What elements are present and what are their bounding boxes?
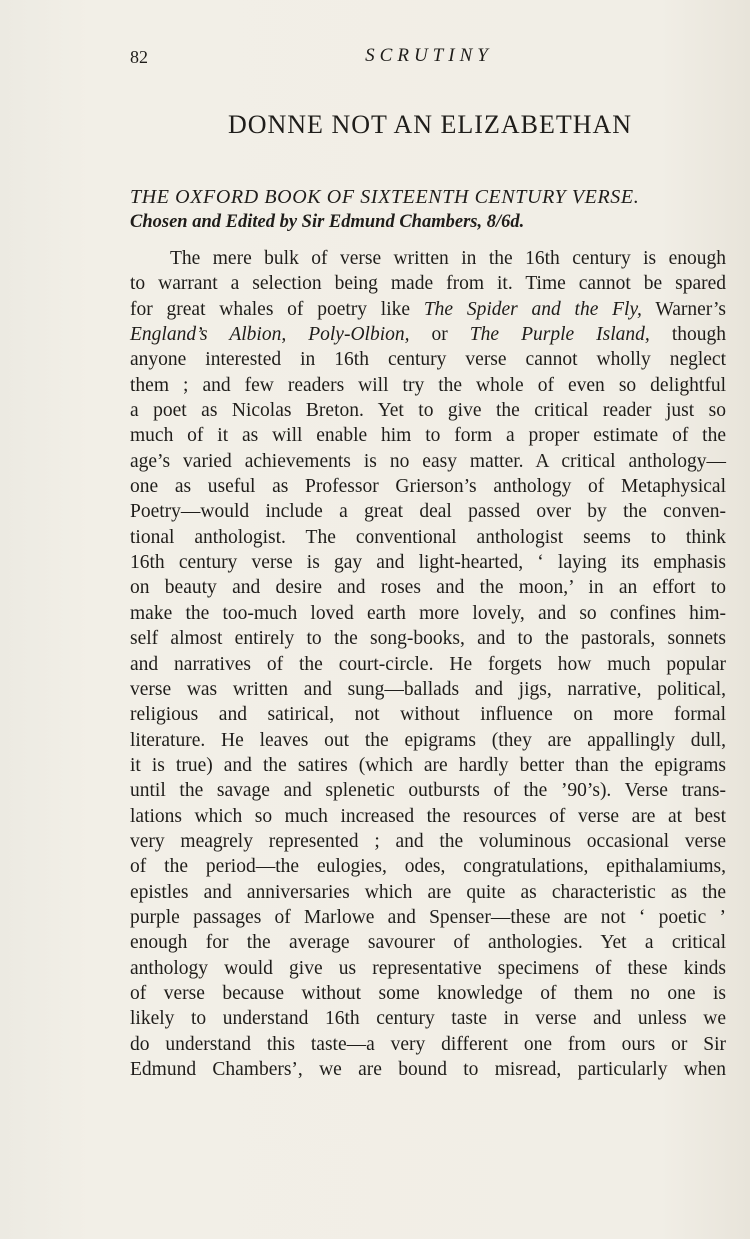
body-line: one as useful as Professor Grierson’s anthology of Metaphysical [130,476,726,498]
page-number: 82 [130,47,148,67]
body-text [130,246,726,1082]
body-line: until the savage and splenetic outbursts of the ’90’s). Verse trans- [130,780,726,802]
body-line: of the period—the eulogies, odes, congratulations, epithalamiums, [130,856,726,878]
body-line: lations which so much increased the resources of verse are at best [130,805,726,827]
book-editor: Chosen and Edited by Sir Edmund Chambers, 8/6d. [130,212,525,232]
body-line: much of it as will enable him to form a proper estimate of the [130,425,726,447]
running-head: SCRUTINY [365,45,493,66]
body-line: epistles and anniversaries which are quite as characteristic as the [130,881,726,903]
body-line: of verse because without some knowledge of them no one is [130,982,726,1004]
body-line: tional anthologist. The conventional anthologist seems to think [130,526,726,548]
body-line: verse was written and sung—ballads and jigs, narrative, political, [130,678,726,700]
body-line: and narratives of the court-circle. He forgets how much popular [130,653,726,675]
body-line: it is true) and the satires (which are hardly better than the epigrams [130,754,726,776]
body-line: Poetry—would include a great deal passed over by the conven- [130,501,726,523]
body-line: make the too-much loved earth more lovely, and so confines him- [130,602,726,624]
body-line: enough for the average savourer of anthologies. Yet a critical [130,932,726,954]
review-heading [130,184,750,235]
body-line: do understand this taste—a very different one from ours or Sir [130,1033,726,1055]
body-line: anthology would give us representative specimens of these kinds [130,957,726,979]
body-line: England’s Albion, Poly-Olbion, or The Purple Island, though [130,324,726,346]
body-line: 16th century verse is gay and light-hearted, ‘ laying its emphasis [130,552,726,574]
body-line: literature. He leaves out the epigrams (they are appallingly dull, [130,729,726,751]
body-line: them ; and few readers will try the whole of even so delightful [130,374,726,396]
article-title: DONNE NOT AN ELIZABETHAN [227,110,633,139]
body-line: likely to understand 16th century taste in verse and unless we [130,1008,726,1030]
body-line: purple passages of Marlowe and Spenser—these are not ‘ poetic ’ [130,906,726,928]
body-line: very meagrely represented ; and the voluminous occasional verse [130,830,726,852]
body-line: for great whales of poetry like The Spider and the Fly, Warner’s [130,298,726,320]
body-line: to warrant a selection being made from it. Time cannot be spared [130,273,726,295]
body-line: on beauty and desire and roses and the moon,’ in an effort to [130,577,726,599]
body-line: The mere bulk of verse written in the 16th century is enough [170,248,726,269]
body-line: religious and satirical, not without influence on more formal [130,704,726,726]
body-line: age’s varied achievements is no easy matter. A critical anthology— [130,450,726,472]
body-line: anyone interested in 16th century verse cannot wholly neglect [130,349,726,371]
body-line: self almost entirely to the song-books, and to the pastorals, sonnets [130,628,726,650]
body-line: Edmund Chambers’, we are bound to misread, particularly when [130,1059,726,1080]
body-line: a poet as Nicolas Breton. Yet to give the critical reader just so [130,400,726,422]
book-title: THE OXFORD BOOK OF SIXTEENTH CENTURY VERSE. [130,186,640,208]
